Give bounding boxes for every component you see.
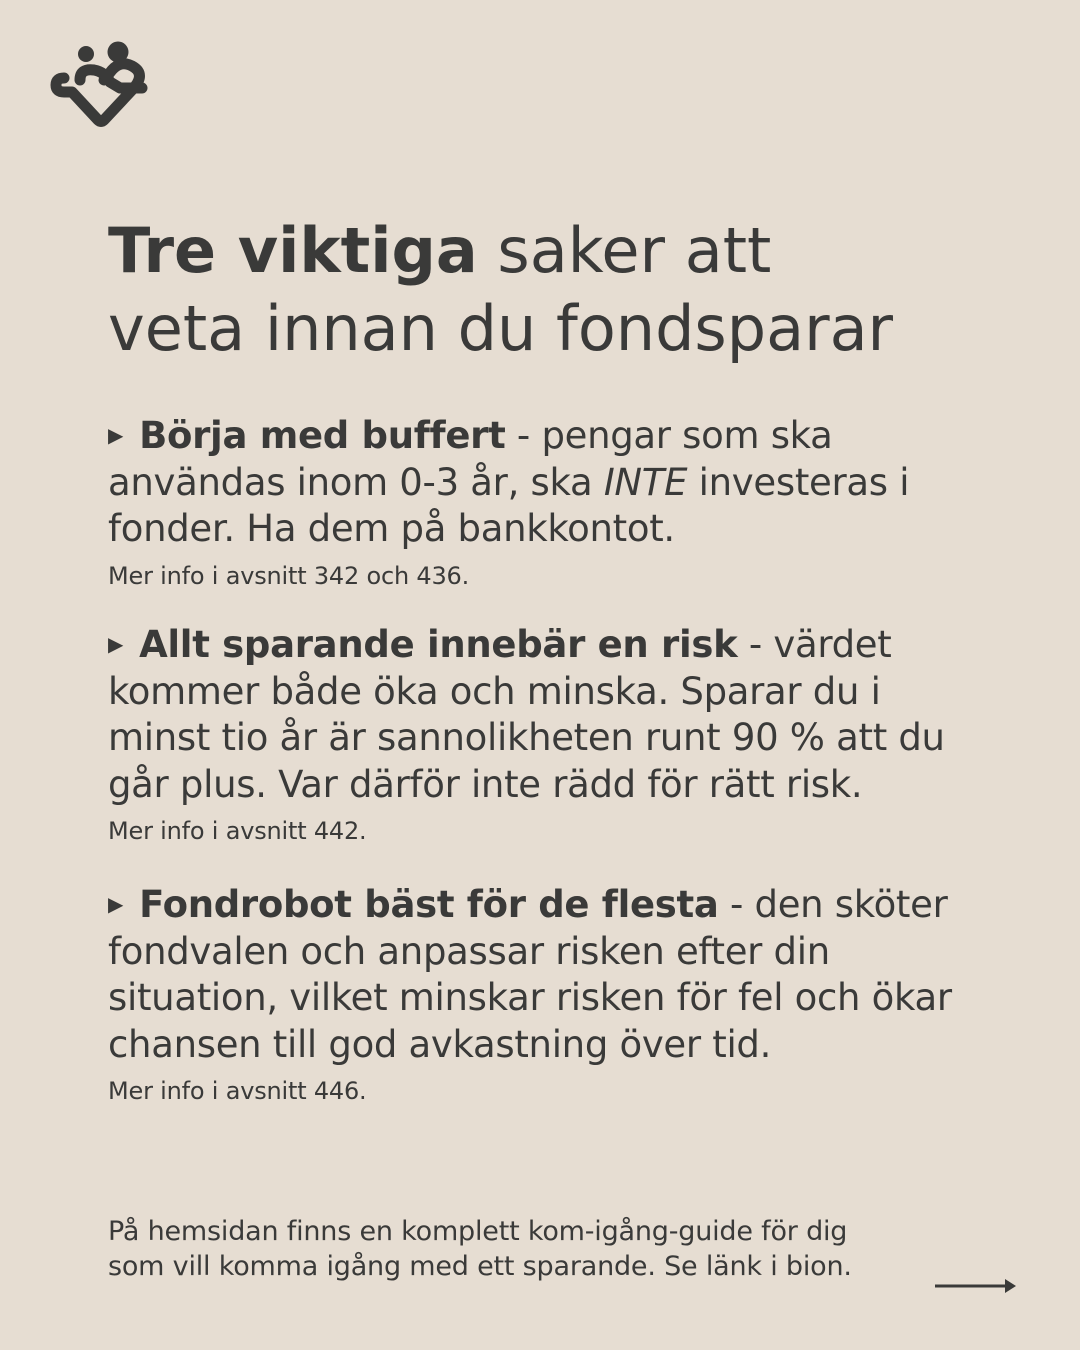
arrow-right-icon[interactable]	[935, 1276, 1019, 1296]
item-body: - den sköter fondvalen och anpassar risken efter din situation, vilket minskar risken för fel och ökar chansen till god avkastning över tid.	[108, 883, 952, 1066]
triangle-bullet-icon: ▶	[108, 632, 124, 656]
item-lead: Fondrobot bäst för de flesta	[139, 883, 719, 926]
item-text	[108, 881, 988, 1068]
title-rest-line1: saker att	[477, 214, 772, 287]
footer-line2: som vill komma igång med ett sparande. Se länk i bion.	[108, 1251, 852, 1282]
item-emphasis: INTE	[603, 460, 688, 504]
page-title	[108, 212, 1008, 368]
list-item-robot	[108, 881, 988, 1106]
item-lead: Börja med buffert	[139, 414, 506, 457]
item-body: - värdet kommer både öka och minska. Sparar du i minst tio år är sannolikheten runt 90 % att du går plus. Var därför inte rädd för rätt risk.	[108, 623, 945, 806]
item-lead: Allt sparande innebär en risk	[139, 623, 738, 666]
footer-line1: På hemsidan finns en komplett kom-igång-guide för dig	[108, 1216, 848, 1247]
title-line2: veta innan du fondsparar	[108, 292, 894, 365]
item-text	[108, 412, 988, 553]
list-item-risk	[108, 621, 988, 846]
list-item-buffer	[108, 412, 988, 591]
item-reference: Mer info i avsnitt 442.	[108, 817, 367, 845]
item-text	[108, 621, 988, 808]
triangle-bullet-icon: ▶	[108, 423, 124, 447]
item-reference: Mer info i avsnitt 446.	[108, 1077, 367, 1105]
item-reference: Mer info i avsnitt 342 och 436.	[108, 561, 470, 590]
item-body-after: investeras i fonder. Ha dem på bankkontot.	[108, 460, 910, 550]
triangle-bullet-icon: ▶	[108, 892, 124, 916]
footer-note	[108, 1214, 968, 1284]
item-body-before: - pengar som ska användas inom 0-3 år, ska	[108, 414, 833, 504]
title-bold-part: Tre viktiga	[108, 214, 478, 287]
people-heart-icon	[50, 40, 152, 136]
